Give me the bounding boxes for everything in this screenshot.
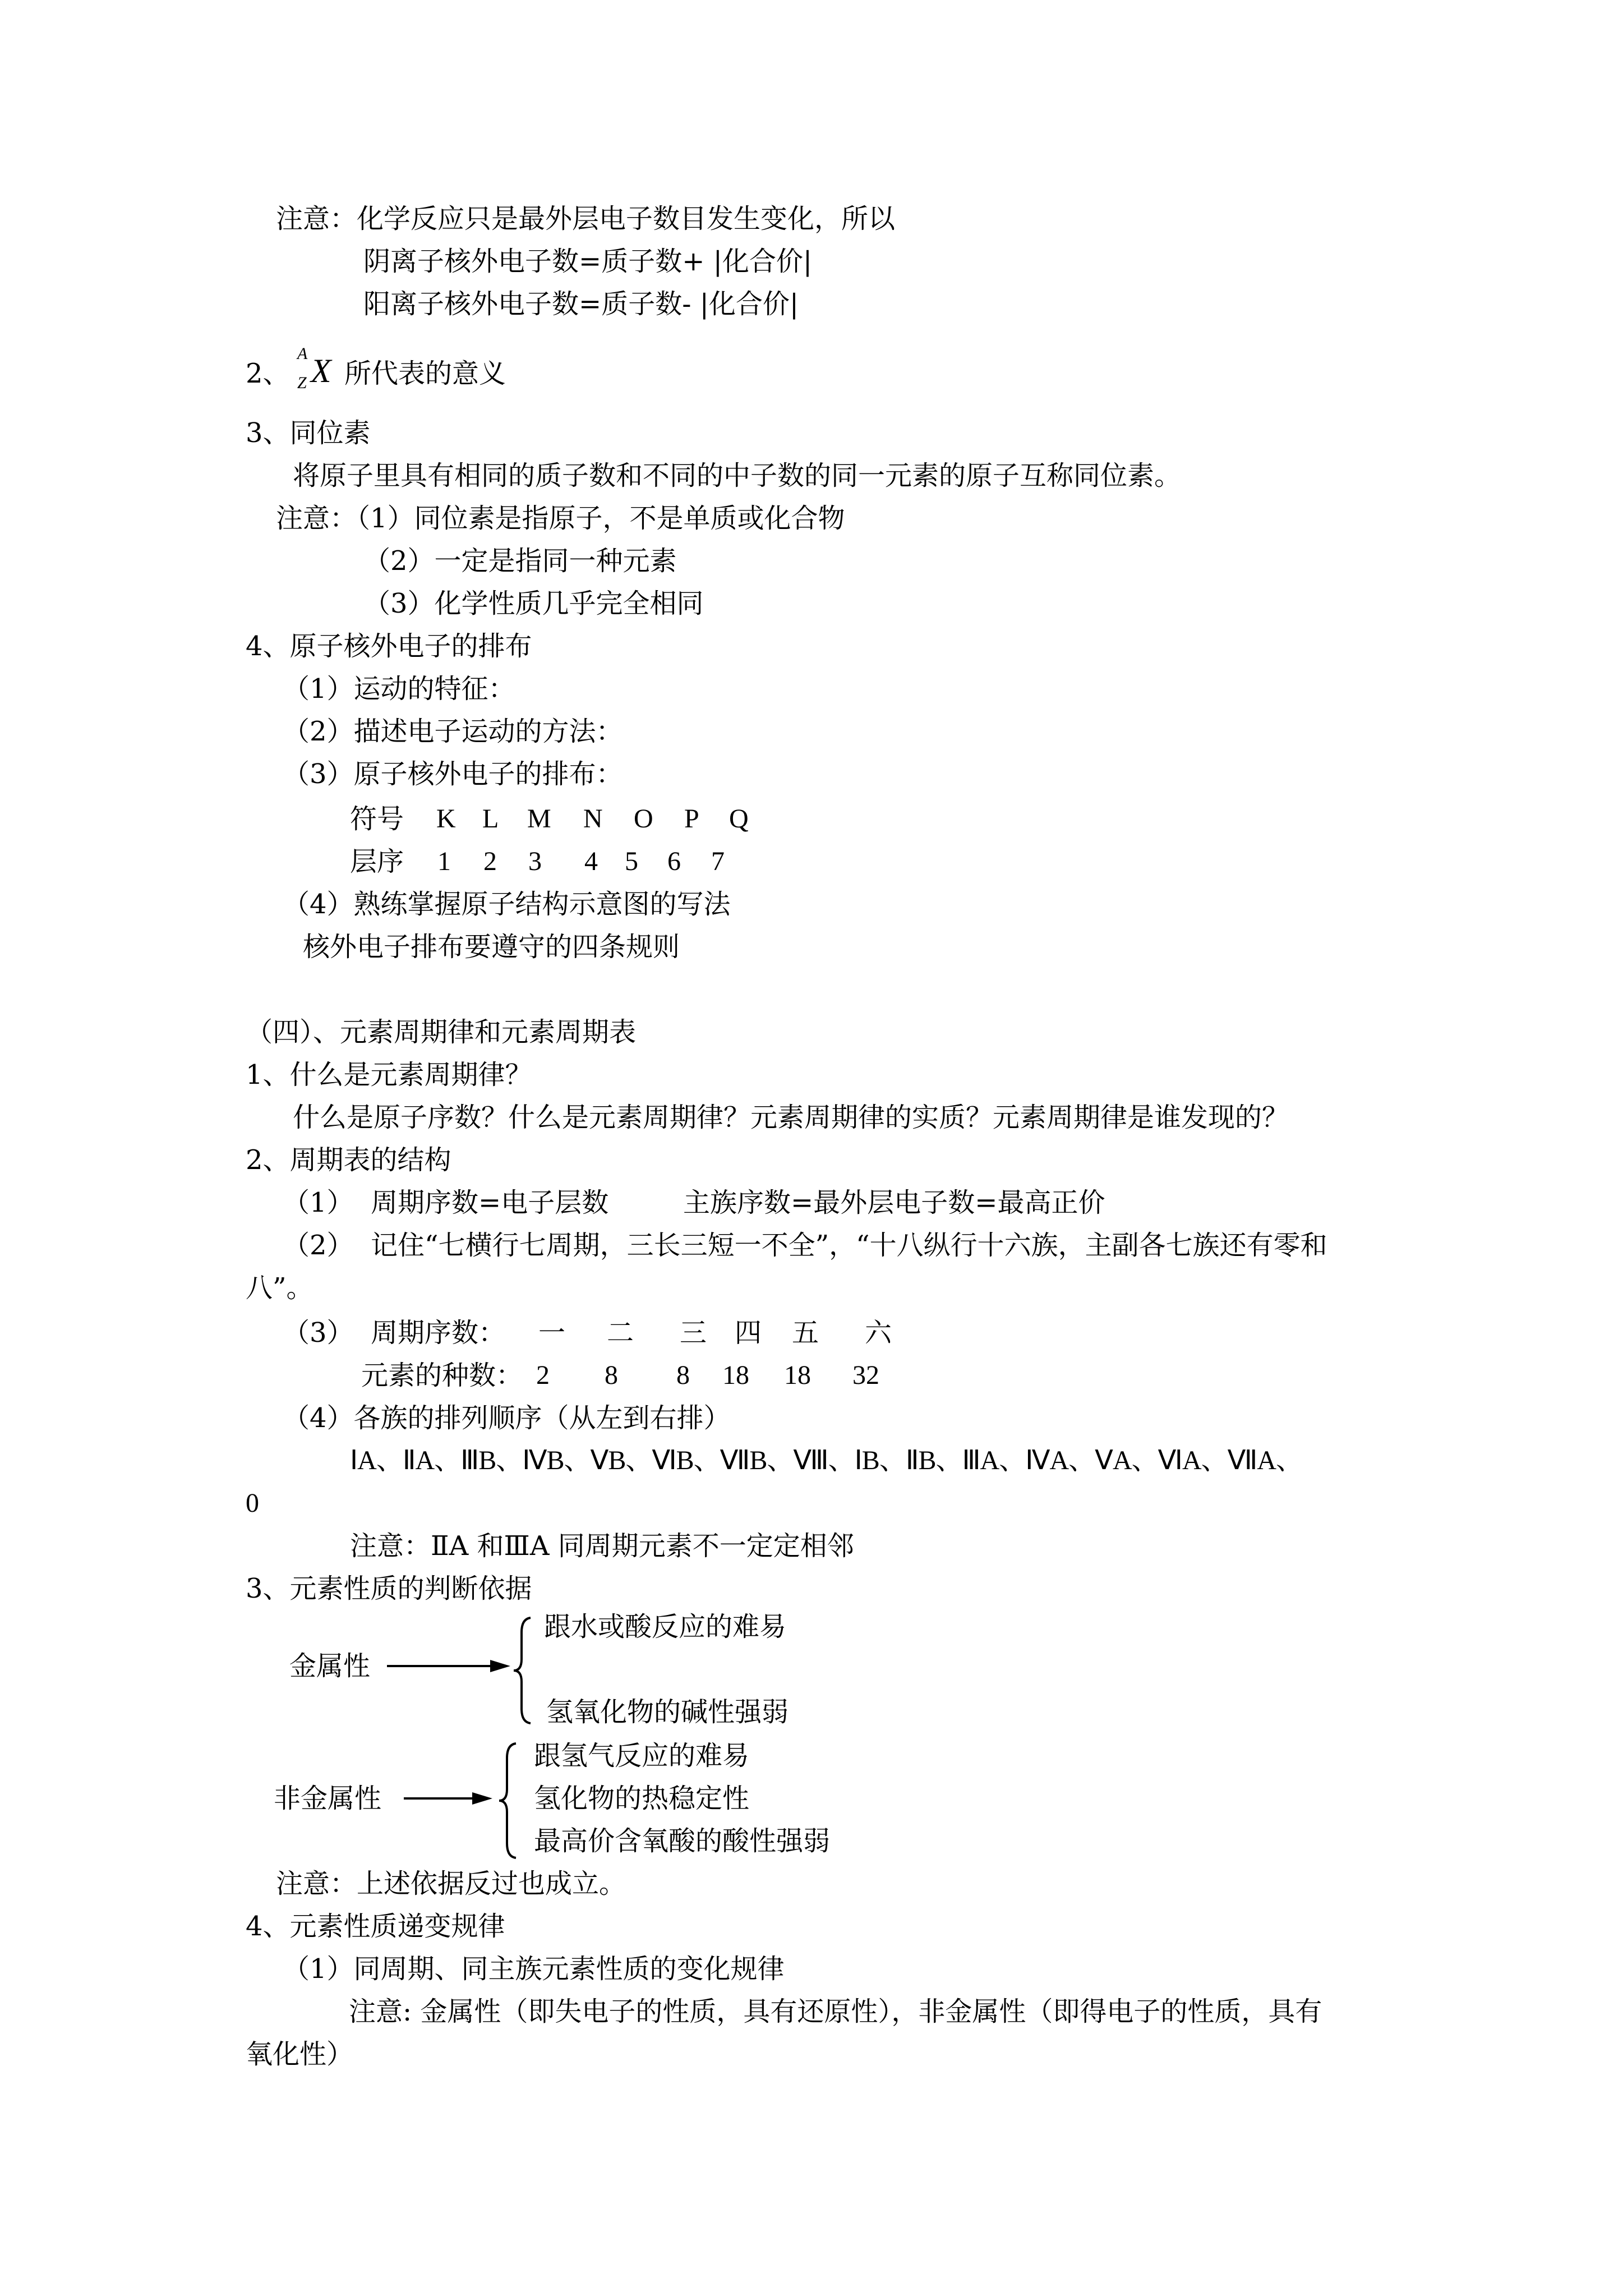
section-number: 2、 — [246, 358, 290, 389]
element-count: 8 — [605, 1360, 618, 1390]
element-symbol: X — [311, 352, 331, 389]
electron-item-4: （4）熟练掌握原子结构示意图的写法 — [283, 889, 731, 920]
shell-layer-label: 层序 — [350, 846, 404, 877]
basis-note: 注意：上述依据反过也成立。 — [276, 1868, 626, 1899]
metallic-criterion: 氢氧化物的碱性强弱 — [546, 1696, 789, 1728]
left-brace-icon — [497, 1741, 519, 1860]
nonmetallic-criterion: 氢化物的热稳定性 — [534, 1783, 750, 1814]
element-count-label: 元素的种数： — [361, 1360, 523, 1391]
shell-symbol: Q — [729, 804, 749, 834]
shell-symbol: N — [583, 804, 603, 834]
note-intro: 注意：化学反应只是最外层电子数目发生变化，所以 — [276, 203, 896, 234]
metallic-criterion: 跟水或酸反应的难易 — [544, 1611, 787, 1642]
period-number: 六 — [865, 1317, 892, 1349]
part-4-heading: （四）、元素周期律和元素周期表 — [246, 1016, 637, 1048]
period-number: 二 — [607, 1317, 634, 1349]
period-number: 一 — [538, 1317, 566, 1349]
element-count: 32 — [852, 1360, 879, 1390]
metallic-label: 金属性 — [289, 1650, 371, 1682]
left-brace-icon — [511, 1616, 534, 1726]
four-rules: 核外电子排布要遵守的四条规则 — [303, 931, 680, 963]
right-arrow-icon — [404, 1790, 492, 1807]
period-number: 三 — [680, 1317, 707, 1349]
shell-layer: 4 — [584, 846, 598, 876]
isotope-note-3: （3）化学性质几乎完全相同 — [363, 588, 704, 619]
shell-symbol: M — [527, 804, 551, 834]
shell-layer: 3 — [528, 846, 542, 876]
group-order-end: 0 — [246, 1488, 259, 1518]
isotope-note-2: （2）一定是指同一种元素 — [363, 545, 677, 577]
group-order-note: 注意：ⅡA 和ⅢA 同周期元素不一定定相邻 — [350, 1530, 854, 1562]
structure-item-2b: 八”。 — [246, 1272, 313, 1304]
isotope-title: 3、同位素 — [246, 417, 371, 449]
electron-item-3: （3）原子核外电子的排布： — [283, 758, 623, 790]
nonmetallic-criterion: 跟氢气反应的难易 — [534, 1740, 750, 1772]
shell-layer: 6 — [667, 846, 681, 876]
period-number: 五 — [792, 1317, 819, 1349]
shell-symbol: K — [436, 804, 456, 834]
element-count: 18 — [722, 1360, 749, 1390]
anion-rule: 阴离子核外电子数=质子数+ |化合价| — [363, 246, 813, 277]
isotope-note-1: 注意：（1）同位素是指原子，不是单质或化合物 — [276, 503, 845, 534]
right-arrow-icon — [387, 1658, 510, 1674]
mass-number: A — [297, 344, 308, 363]
structure-item-1b: 主族序数=最外层电子数=最高正价 — [683, 1187, 1105, 1218]
symbol-meaning: 所代表的意义 — [344, 358, 506, 389]
property-trend-note-a: 注意: 金属性（即失电子的性质，具有还原性），非金属性（即得电子的性质，具有 — [349, 1996, 1322, 2027]
section-2-heading — [246, 343, 1031, 394]
property-trend-note-b: 氧化性） — [246, 2039, 354, 2070]
electron-item-2: （2）描述电子运动的方法： — [283, 716, 623, 747]
element-count: 2 — [536, 1360, 550, 1390]
nonmetallic-criterion: 最高价含氧酸的酸性强弱 — [534, 1825, 831, 1857]
property-basis-title: 3、元素性质的判断依据 — [246, 1573, 532, 1604]
shell-symbol: L — [482, 804, 499, 834]
nonmetallic-label: 非金属性 — [274, 1783, 382, 1814]
shell-symbol-label: 符号 — [350, 803, 404, 835]
period-label: （3） 周期序数： — [283, 1317, 506, 1349]
group-order: ⅠA、ⅡA、ⅢB、ⅣB、ⅤB、ⅥB、ⅦB、Ⅷ、ⅠB、ⅡB、ⅢA、ⅣA、ⅤA、ⅥA、ⅦA、 — [350, 1446, 1303, 1475]
electron-arrangement-title: 4、原子核外电子的排布 — [246, 631, 532, 662]
property-trend-item-1: （1）同周期、同主族元素性质的变化规律 — [283, 1953, 785, 1985]
property-trend-title: 4、元素性质递变规律 — [246, 1911, 505, 1942]
shell-symbol: P — [684, 804, 699, 834]
structure-item-2a: （2） 记住“七横行七周期，三长三短一不全”，“十八纵行十六族，主副各七族还有零和 — [283, 1230, 1327, 1261]
structure-item-1a: （1） 周期序数=电子层数 — [283, 1187, 609, 1218]
periodic-law-title: 1、什么是元素周期律？ — [246, 1059, 532, 1091]
element-count: 18 — [784, 1360, 811, 1390]
shell-layer: 5 — [625, 846, 638, 876]
element-count: 8 — [676, 1360, 690, 1390]
shell-layer: 2 — [483, 846, 497, 876]
atomic-number: Z — [297, 374, 307, 392]
shell-symbol: O — [634, 804, 653, 834]
shell-layer: 1 — [437, 846, 451, 876]
group-order-title: （4）各族的排列顺序（从左到右排） — [283, 1402, 731, 1434]
cation-rule: 阳离子核外电子数=质子数- |化合价| — [363, 288, 799, 320]
shell-layer: 7 — [711, 846, 725, 876]
isotope-definition: 将原子里具有相同的质子数和不同的中子数的同一元素的原子互称同位素。 — [293, 460, 1182, 491]
periodic-law-questions: 什么是原子序数？什么是元素周期律？元素周期律的实质？元素周期律是谁发现的？ — [293, 1102, 1289, 1133]
electron-item-1: （1）运动的特征： — [283, 673, 515, 705]
period-number: 四 — [735, 1317, 762, 1349]
table-structure-title: 2、周期表的结构 — [246, 1144, 451, 1176]
